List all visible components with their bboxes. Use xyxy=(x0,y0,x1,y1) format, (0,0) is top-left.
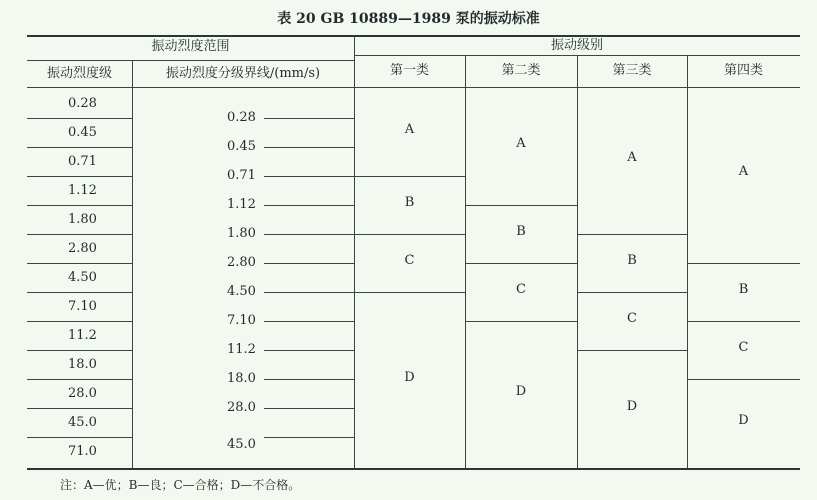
level-value: 2.80 xyxy=(68,241,97,256)
level-value: 28.0 xyxy=(68,386,97,401)
class4-grade-d: D xyxy=(738,413,749,428)
boundary-value: 0.45 xyxy=(227,139,256,154)
level-value: 4.50 xyxy=(68,270,97,285)
class4-boundary xyxy=(687,379,800,380)
col-divider-level xyxy=(132,60,133,468)
boundary-leader-line xyxy=(264,147,354,148)
col-divider-range xyxy=(354,35,355,468)
class1-boundary xyxy=(354,176,465,177)
table-bottom-border xyxy=(27,468,800,470)
boundary-value: 18.0 xyxy=(227,371,256,386)
boundary-leader-line xyxy=(264,292,354,293)
boundary-leader-line xyxy=(264,350,354,351)
level-row-line xyxy=(27,292,132,293)
col-divider-class1 xyxy=(465,55,466,468)
class2-boundary xyxy=(465,263,577,264)
boundary-leader-line xyxy=(264,263,354,264)
class3-grade-b: B xyxy=(627,253,637,268)
boundary-leader-line xyxy=(264,321,354,322)
class1-boundary xyxy=(354,234,465,235)
col-divider-class3 xyxy=(687,55,688,468)
boundary-leader-line xyxy=(264,205,354,206)
header-class-2: 第二类 xyxy=(501,63,541,78)
level-value: 0.71 xyxy=(68,154,97,169)
class4-grade-b: B xyxy=(738,282,749,297)
class3-grade-a: A xyxy=(627,150,637,165)
class4-boundary xyxy=(687,263,800,264)
class2-boundary xyxy=(465,321,577,322)
boundary-value: 45.0 xyxy=(227,437,256,452)
level-row-line xyxy=(27,437,132,438)
class2-grade-c: C xyxy=(516,282,526,297)
class1-grade-d: D xyxy=(404,370,415,385)
boundary-leader-line xyxy=(264,408,354,409)
boundary-leader-line xyxy=(264,176,354,177)
header-boundary-col: 振动烈度分级界线/(mm/s) xyxy=(165,66,321,81)
level-row-line xyxy=(27,350,132,351)
level-value: 0.45 xyxy=(68,125,97,140)
level-value: 1.80 xyxy=(68,212,97,227)
class4-grade-a: A xyxy=(738,164,749,179)
boundary-value: 1.80 xyxy=(227,226,256,241)
boundary-value: 4.50 xyxy=(227,284,256,299)
class1-grade-a: A xyxy=(404,122,415,137)
level-row-line xyxy=(27,408,132,409)
class4-boundary xyxy=(687,321,800,322)
class3-boundary xyxy=(577,234,687,235)
level-value: 0.28 xyxy=(68,96,97,111)
boundary-value: 0.28 xyxy=(227,110,256,125)
header-class-3: 第三类 xyxy=(612,63,652,78)
boundary-leader-line xyxy=(264,234,354,235)
boundary-leader-line xyxy=(264,379,354,380)
level-row-line xyxy=(27,118,132,119)
table-top-border xyxy=(27,35,800,37)
class3-grade-c: C xyxy=(627,311,637,326)
level-value: 1.12 xyxy=(68,183,97,198)
boundary-value: 0.71 xyxy=(227,168,256,183)
class4-grade-c: C xyxy=(738,340,749,355)
class2-boundary xyxy=(465,205,577,206)
header-grade-group: 振动级别 xyxy=(550,38,603,53)
level-value: 7.10 xyxy=(68,299,97,314)
boundary-leader-line xyxy=(264,437,354,438)
header-class-1: 第一类 xyxy=(389,63,429,78)
class3-grade-d: D xyxy=(626,399,638,414)
boundary-value: 2.80 xyxy=(227,255,256,270)
level-row-line xyxy=(27,263,132,264)
table-note: 注：A—优；B—良；C—合格；D—不合格。 xyxy=(60,478,301,492)
class2-grade-a: A xyxy=(516,136,526,151)
level-row-line xyxy=(27,205,132,206)
level-row-line xyxy=(27,321,132,322)
level-row-line xyxy=(27,147,132,148)
level-row-line xyxy=(27,379,132,380)
level-value: 11.2 xyxy=(68,328,97,343)
class1-grade-b: B xyxy=(404,195,415,210)
header-level-col: 振动烈度级 xyxy=(46,66,112,81)
boundary-leader-line xyxy=(264,118,354,119)
class3-boundary xyxy=(577,350,687,351)
boundary-value: 28.0 xyxy=(227,400,256,415)
class1-grade-c: C xyxy=(404,253,415,268)
header-bottom-border xyxy=(27,87,800,88)
boundary-value: 1.12 xyxy=(227,197,256,212)
header-range-group: 振动烈度范围 xyxy=(151,39,230,54)
level-value: 45.0 xyxy=(68,415,97,430)
level-value: 71.0 xyxy=(68,444,97,459)
class3-boundary xyxy=(577,292,687,293)
table-title: 表 20 GB 10889—1989 泵的振动标准 xyxy=(277,11,540,27)
boundary-value: 11.2 xyxy=(227,342,256,357)
boundary-value: 7.10 xyxy=(227,313,256,328)
class2-grade-d: D xyxy=(515,384,527,399)
header-divider-1 xyxy=(27,60,354,61)
class1-boundary xyxy=(354,292,465,293)
level-row-line xyxy=(27,234,132,235)
header-class-4: 第四类 xyxy=(723,63,763,78)
level-row-line xyxy=(27,176,132,177)
class2-grade-b: B xyxy=(516,224,526,239)
level-value: 18.0 xyxy=(68,357,97,372)
